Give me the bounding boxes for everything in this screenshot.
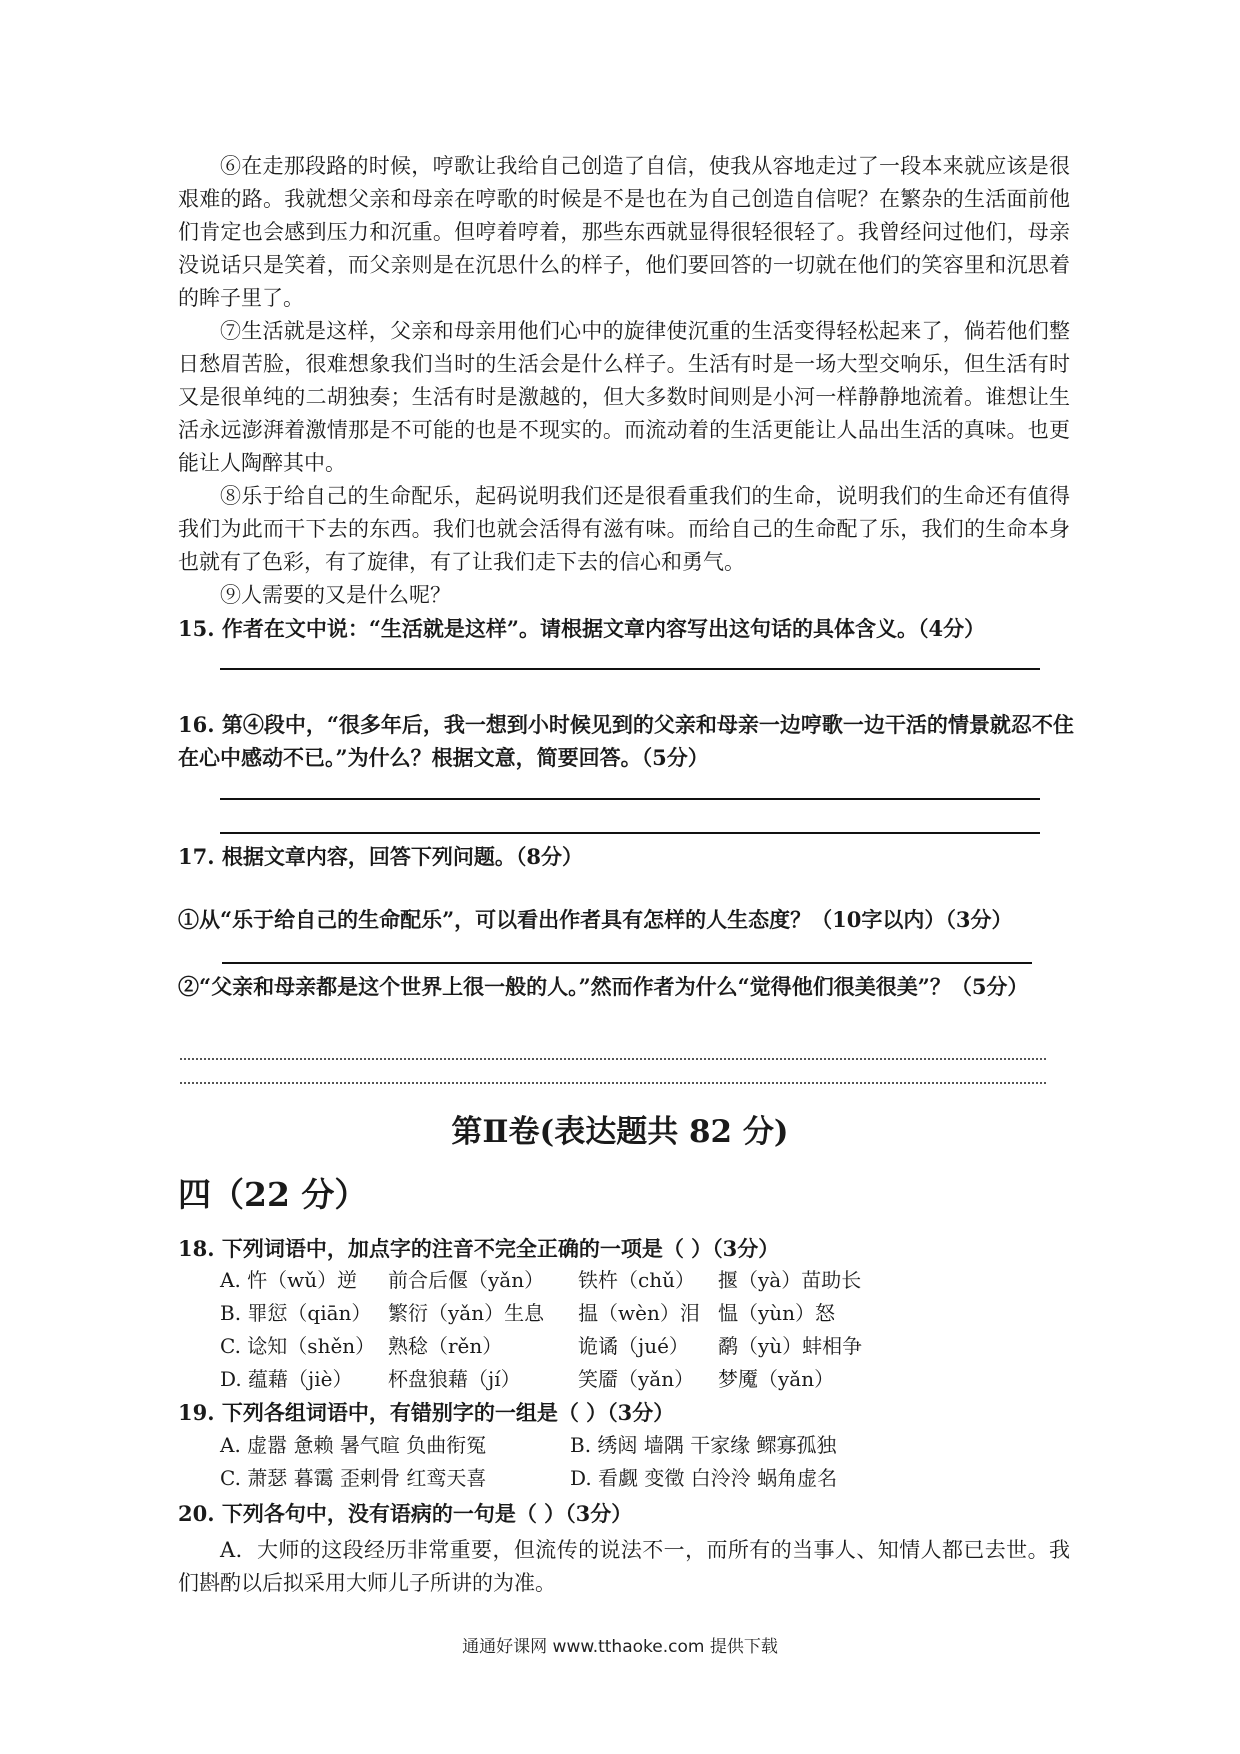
answer-line-dotted xyxy=(180,1082,1046,1084)
paragraph-8: ⑧乐于给自己的生命配乐，起码说明我们还是很看重我们的生命，说明我们的生命还有值得我们为此而干下去的东西。我们也就会活得有滋有味。而给自己的生命配了乐，我们的生命本身也就有了色彩，有了旋律，有了让我们走下去的信心和勇气。 xyxy=(178,484,1070,574)
q19-option: B. 绣闼 墙隅 干家缘 鳏寡孤独 xyxy=(570,1433,837,1457)
paragraph-6: ⑥在走那段路的时候，哼歌让我给自己创造了自信，使我从容地走过了一段本来就应该是很艰难的路。我就想父亲和母亲在哼歌的时候是不是也在为自己创造自信呢？在繁杂的生活面前他们肯定也会感到压力和沉重。但哼着哼着，那些东西就显得很轻很轻了。我曾经问过他们，母亲没说话只是笑着，而父亲则是在沉思什么的样子，他们要回答的一切就在他们的笑容里和沉思着的眸子里了。 xyxy=(178,154,1070,310)
q18-option-word: C. 谂知（shěn） xyxy=(220,1334,376,1358)
q18-option-word: 前合后偃（yǎn） xyxy=(388,1268,545,1292)
q18-row-b xyxy=(220,1297,835,1329)
question-16: 16. 第④段中，“很多年后，我一想到小时候见到的父亲和母亲一边哼歌一边干活的情景就忍不住在心中感动不已。”为什么？根据文意，简要回答。（5分） xyxy=(178,712,1074,770)
question-15: 15. 作者在文中说：“生活就是这样”。请根据文章内容写出这句话的具体含义。（4分） xyxy=(178,616,986,641)
q18-option-word: 揾（wèn）泪 xyxy=(578,1301,700,1325)
q18-option-word: 繁衍（yǎn）生息 xyxy=(388,1301,545,1325)
q19-row-ab xyxy=(220,1429,836,1461)
q18-option-word: A. 忤（wǔ）逆 xyxy=(220,1268,358,1292)
answer-line xyxy=(222,962,1032,964)
question-17-2: ②“父亲和母亲都是这个世界上很一般的人。”然而作者为什么“觉得他们很美很美”？（5分） xyxy=(178,974,1029,999)
question-19: 19. 下列各组词语中，有错别字的一组是（ ）（3分） xyxy=(178,1400,675,1425)
q18-option-word: 梦魇（yǎn） xyxy=(718,1367,835,1391)
question-18: 18. 下列词语中，加点字的注音不完全正确的一项是（ ）（3分） xyxy=(178,1236,780,1261)
q18-row-c xyxy=(220,1330,862,1362)
paragraph-9: ⑨人需要的又是什么呢？ xyxy=(220,583,451,607)
section-title: 第Ⅱ卷(表达题共 82 分) xyxy=(451,1114,789,1150)
q18-option-word: B. 罪愆（qiān） xyxy=(220,1301,372,1325)
q18-option-word: 杯盘狼藉（jí） xyxy=(388,1367,521,1391)
q18-row-a xyxy=(220,1264,861,1296)
question-17-1: ①从“乐于给自己的生命配乐”，可以看出作者具有怎样的人生态度？（10字以内）（3分） xyxy=(178,907,1013,932)
answer-line-dotted xyxy=(180,1058,1046,1060)
answer-line xyxy=(220,668,1040,670)
paragraph-7: ⑦生活就是这样，父亲和母亲用他们心中的旋律使沉重的生活变得轻松起来了，倘若他们整日愁眉苦脸，很难想象我们当时的生活会是什么样子。生活有时是一场大型交响乐，但生活有时又是很单纯的二胡独奏；生活有时是激越的，但大多数时间则是小河一样静静地流着。谁想让生活永远澎湃着激情那是不可能的也是不现实的。而流动着的生活更能让人品出生活的真味。也更能让人陶醉其中。 xyxy=(178,319,1070,475)
q19-option: A. 虚嚣 惫赖 暑气暄 负曲衔冤 xyxy=(220,1433,487,1457)
q19-option: C. 萧瑟 暮霭 歪剌骨 红鸾天喜 xyxy=(220,1466,487,1490)
q18-option-word: 愠（yùn）怒 xyxy=(718,1301,836,1325)
q18-option-word: 笑靥（yǎn） xyxy=(578,1367,695,1391)
q18-option-word: 铁杵（chǔ） xyxy=(578,1268,695,1292)
answer-line xyxy=(220,798,1040,800)
q20-option-a: A．大师的这段经历非常重要，但流传的说法不一，而所有的当事人、知情人都已去世。我们斟酌以后拟采用大师儿子所讲的为准。 xyxy=(178,1538,1070,1595)
question-17: 17. 根据文章内容，回答下列问题。（8分） xyxy=(178,844,583,869)
q18-option-word: D. 蕴藉（jiè） xyxy=(220,1367,353,1391)
page-footer: 通通好课网 www.tthaoke.com 提供下载 xyxy=(462,1637,778,1657)
q18-option-word: 诡谲（jué） xyxy=(578,1334,689,1358)
q18-option-word: 鹬（yù）蚌相争 xyxy=(718,1334,863,1358)
answer-line xyxy=(220,832,1040,834)
q18-option-word: 熟稔（rěn） xyxy=(388,1334,503,1358)
q19-option: D. 看觑 变徵 白泠泠 蜗角虚名 xyxy=(570,1466,838,1490)
q19-row-cd xyxy=(220,1462,837,1494)
question-20: 20. 下列各句中，没有语病的一句是（ ）（3分） xyxy=(178,1501,633,1526)
q18-option-word: 揠（yà）苗助长 xyxy=(718,1268,862,1292)
part-title: 四（22 分） xyxy=(178,1175,368,1214)
q18-row-d xyxy=(220,1363,834,1395)
